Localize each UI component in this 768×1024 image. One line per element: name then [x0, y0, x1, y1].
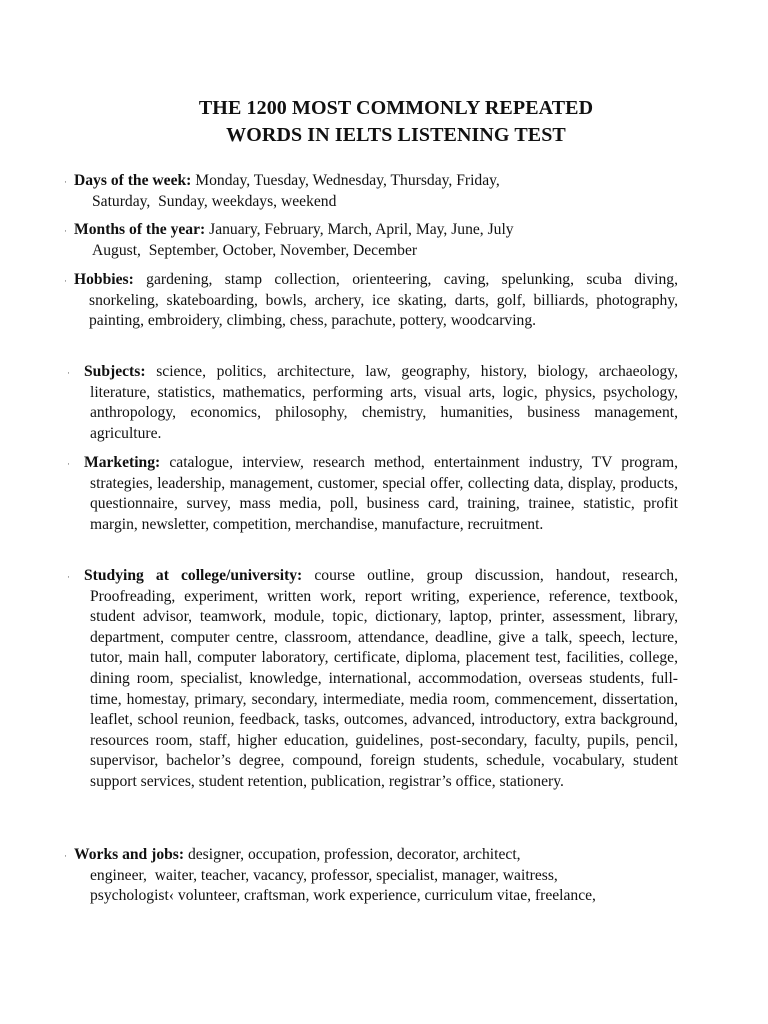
section-body — [74, 220, 694, 261]
section-text-line-1: Monday, Tuesday, Wednesday, Thursday, Friday, — [191, 172, 500, 189]
title-line-2: WORDS IN IELTS LISTENING TEST — [226, 124, 566, 146]
section-body — [84, 362, 678, 444]
section-heading: Hobbies: — [74, 271, 134, 288]
section-heading: Studying at college/university: — [84, 567, 303, 584]
bullet-icon: · — [67, 572, 70, 582]
section-text-line-2: Saturday, Sunday, weekdays, weekend — [92, 192, 337, 210]
section-heading: Months of the year: — [74, 221, 206, 238]
section-heading: Works and jobs: — [74, 846, 185, 863]
bullet-icon: · — [67, 459, 70, 469]
section-body — [84, 453, 678, 535]
section-text-line-1: designer, occupation, profession, decorator, architect, — [184, 846, 521, 863]
section-text-line-1: January, February, March, April, May, June, July — [205, 221, 514, 238]
section-text: catalogue, interview, research method, entertainment industry, TV program, strategies, leadership, management, customer, special offer, collecting data, display, products, questionnaire, survey, mass media, poll, business card, training, trainee, statistic, profit margin, newsletter, competition, merchandise, manufacture, recruitment. — [90, 454, 678, 533]
bullet-icon: · — [64, 177, 67, 187]
bullet-icon: · — [64, 276, 67, 286]
section-heading: Days of the week: — [74, 172, 192, 189]
section-text-line-3: psychologist‹ volunteer, craftsman, work experience, curriculum vitae, freelance, — [90, 887, 596, 905]
section-body — [74, 171, 694, 212]
bullet-icon: · — [64, 226, 67, 236]
title-line-1: THE 1200 MOST COMMONLY REPEATED — [198, 97, 594, 119]
section-heading: Marketing: — [84, 454, 161, 471]
section-text: course outline, group discussion, handout, research, Proofreading, experiment, written work, report writing, experience, reference, textbook, student advisor, teamwork, module, topic, dictionary, laptop, printer, assessment, library, department, computer centre, classroom, attendance, deadline, give a talk, speech, lecture, tutor, main hall, computer laboratory, certificate, diploma, placement test, facilities, college, dining room, specialist, knowledge, international, accommodation, overseas students, full-time, homestay, primary, secondary, intermediate, media room, commencement, dissertation, leaflet, school reunion, feedback, tasks, outcomes, advanced, introductory, extra background, resources room, staff, higher education, guidelines, post-secondary, faculty, pupils, pencil, supervisor, bachelor’s degree, compound, foreign students, schedule, vocabulary, student support services, student retention, publication, registrar’s office, stationery. — [90, 567, 678, 790]
bullet-icon: · — [64, 851, 67, 861]
section-text: gardening, stamp collection, orienteering, caving, spelunking, scuba diving, snorkeling, skateboarding, bowls, archery, ice skating, darts, golf, billiards, photography, painting, embroidery, climbing, chess, parachute, pottery, woodcarving. — [89, 271, 678, 330]
page-title — [0, 95, 768, 149]
section-text: science, politics, architecture, law, geography, history, biology, archaeology, literature, statistics, mathematics, performing arts, visual arts, logic, physics, psychology, anthropology, economics, philosophy, chemistry, humanities, business management, agriculture. — [90, 363, 678, 442]
section-text-line-2: engineer, waiter, teacher, vacancy, professor, specialist, manager, waitress, — [90, 866, 558, 884]
section-body — [74, 845, 694, 907]
section-heading: Subjects: — [84, 363, 146, 380]
section-body — [74, 270, 678, 332]
bullet-icon: · — [67, 368, 70, 378]
section-body — [84, 566, 678, 793]
section-text-line-2: August, September, October, November, December — [92, 241, 418, 259]
